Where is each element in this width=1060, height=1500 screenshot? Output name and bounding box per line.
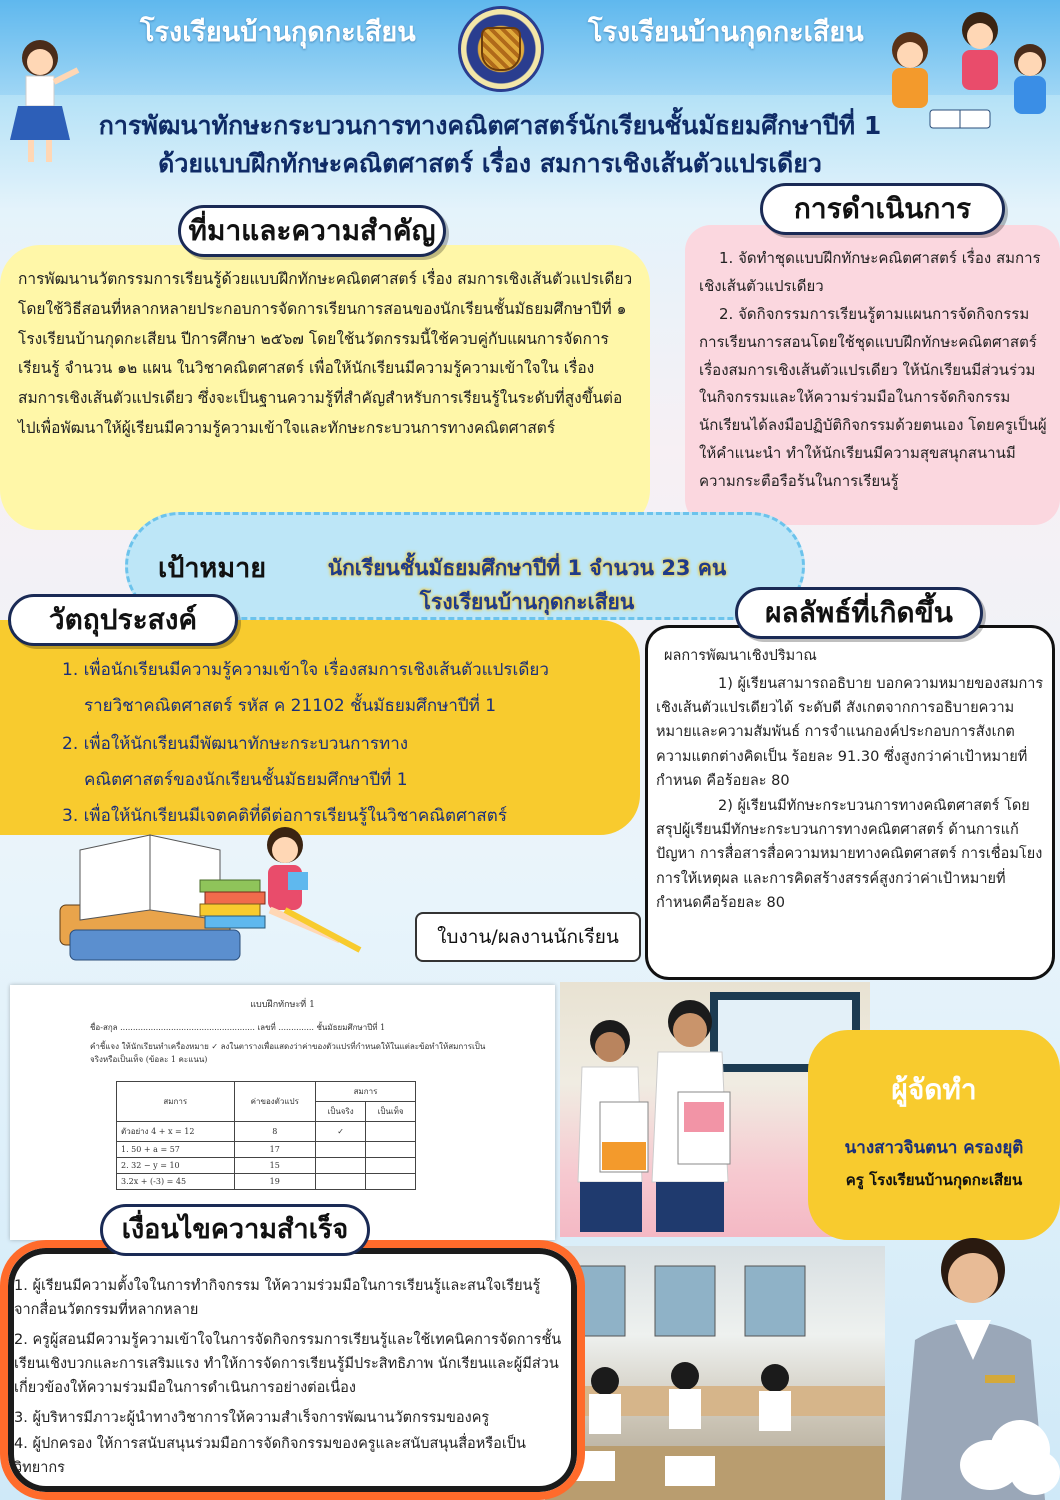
target-label: เป้าหมาย xyxy=(158,553,267,584)
ws-cell-empty xyxy=(366,1174,416,1190)
worksheet-name-line: ชื่อ-สกุล ..................................................... เลขที่ .............. ชั้นมัธยมศึกษาปีที่ 1 xyxy=(90,1023,386,1032)
reading-girl-illustration xyxy=(40,810,400,970)
ws-cell-mark: ✓ xyxy=(316,1122,366,1142)
ws-cell-eq: ตัวอย่าง 4 + x = 12 xyxy=(117,1122,235,1142)
condition-2: 2. ครูผู้สอนมีความรู้ความเข้าใจในการจัดกิจกรรมการเรียนรู้และใช้เทคนิคการจัดการชั้นเรียนเชิงบวกและการเสริมแรง ทำให้การจัดการเรียนรู้มีประสิทธิภาพ นักเรียนและผู้มีส่วนเกี่ยวข้องให้ความร่วมมือในการดำเนินการอย่างต่อเนื่อง xyxy=(14,1332,562,1397)
objective-2a: 2. เพื่อให้นักเรียนมีพัฒนาทักษะกระบวนการทาง xyxy=(62,734,409,754)
school-name-right: โรงเรียนบ้านกุดกะเสียน xyxy=(588,17,864,48)
table-row xyxy=(117,1122,416,1142)
main-title-line2: ด้วยแบบฝึกทักษะคณิตศาสตร์ เรื่อง สมการเชิงเส้นตัวแปรเดียว xyxy=(158,149,822,178)
procedure-panel xyxy=(685,225,1060,525)
cloud-decoration xyxy=(950,1410,1060,1500)
condition-1: 1. ผู้เรียนมีความตั้งใจในการทำกิจกรรม ให้ความร่วมมือในการเรียนรู้และสนใจเรียนรู้จากสื่อนวัตกรรมที่หลากหลาย xyxy=(14,1278,541,1319)
objectives-heading: วัตถุประสงค์ xyxy=(8,594,238,646)
objective-1a: 1. เพื่อนักเรียนมีความรู้ความเข้าใจ เรื่องสมการเชิงเส้นตัวแปรเดียว xyxy=(62,660,549,680)
procedure-item-1: 1. จัดทำชุดแบบฝึกทักษะคณิตศาสตร์ เรื่อง สมการเชิงเส้นตัวแปรเดียว xyxy=(699,249,1041,295)
ws-cell-eq: 2. 32 − y = 10 xyxy=(117,1158,235,1174)
objective-2b: คณิตศาสตร์ของนักเรียนชั้นมัธยมศึกษาปีที่ 1 xyxy=(84,770,408,790)
worksheet-table xyxy=(116,1081,416,1190)
ws-cell-val: 19 xyxy=(234,1174,316,1190)
ws-cell-mark xyxy=(316,1174,366,1190)
ws-cell-mark xyxy=(316,1158,366,1174)
target-line2: โรงเรียนบ้านกุดกะเสียน xyxy=(419,590,635,614)
ws-col-false: เป็นเท็จ xyxy=(366,1102,416,1122)
results-panel xyxy=(645,625,1055,980)
background-panel xyxy=(0,245,650,530)
ws-col-value: ค่าของตัวแปร xyxy=(234,1082,316,1122)
ws-cell-eq: 3.2x + (-3) = 45 xyxy=(117,1174,235,1190)
school-name-left: โรงเรียนบ้านกุดกะเสียน xyxy=(140,17,416,48)
background-heading: ที่มาและความสำคัญ xyxy=(178,205,446,257)
conditions-panel xyxy=(0,1240,585,1500)
table-row xyxy=(117,1158,416,1174)
ws-cell-val: 8 xyxy=(234,1122,316,1142)
ws-col-equation: สมการ xyxy=(117,1082,235,1122)
classroom-photo xyxy=(545,1246,885,1500)
ws-col-true: เป็นจริง xyxy=(316,1102,366,1122)
maker-name: นางสาวจินตนา ครองยุติ xyxy=(844,1138,1024,1158)
table-row xyxy=(117,1174,416,1190)
condition-4: 4. ผู้ปกครอง ให้การสนับสนุนร่วมมือการจัดกิจกรรมของครูและสนับสนุนสื่อหรือเป็นวิทยากร xyxy=(14,1436,526,1477)
basket-icon xyxy=(481,27,521,71)
worksheet-title: แบบฝึกทักษะที่ 1 xyxy=(250,1000,315,1010)
main-title-line1: การพัฒนาทักษะกระบวนการทางคณิตศาสตร์นักเรียนชั้นมัธยมศึกษาปีที่ 1 xyxy=(98,111,882,140)
ws-cell-empty xyxy=(366,1158,416,1174)
maker-role: ครู โรงเรียนบ้านกุดกะเสียน xyxy=(845,1171,1023,1189)
background-text: การพัฒนานวัตกรรมการเรียนรู้ด้วยแบบฝึกทักษะคณิตศาสตร์ เรื่อง สมการเชิงเส้นตัวแปรเดียว โดยใช้วิธีสอนที่หลากหลายประกอบการจัดการเรียนการสอนของนักเรียนชั้นมัธยมศึกษาปีที่ ๑ โรงเรียนบ้านกุดกะเสียน ปีการศึกษา ๒๕๖๗ โดยใช้นวัตกรรมนี้ใช้ควบคู่กับแผนการจัดการเรียนรู้ จำนวน ๑๒ แผน ในวิชาคณิตศาสตร์ เพื่อให้นักเรียนมีความรู้ความเข้าใจใน เรื่อง สมการเชิงเส้นตัวแปรเดียว ซึ่งจะเป็นฐานความรู้ที่สำคัญสำหรับการเรียนรู้ในระดับที่สูงขึ้นต่อไปเพื่อพัฒนาให้ผู้เรียนมีความรู้ความเข้าใจและทักษะกระบวนการทางคณิตศาสตร์ xyxy=(18,270,633,437)
worksheet-image xyxy=(10,985,555,1240)
target-line1: นักเรียนชั้นมัธยมศึกษาปีที่ 1 จำนวน 23 คน xyxy=(327,556,727,580)
ws-cell-val: 17 xyxy=(234,1142,316,1158)
worksheet-instruction: คำชี้แจง ให้นักเรียนทำเครื่องหมาย ✓ ลงในตารางเพื่อแสดงว่าค่าของตัวแปรที่กำหนดให้ในแต่ละข้อทำให้สมการเป็นจริงหรือเป็นเท็จ (ข้อละ 1 คะแนน) xyxy=(90,1042,486,1064)
ws-cell-mark xyxy=(316,1142,366,1158)
condition-3: 3. ผู้บริหารมีภาวะผู้นำทางวิชาการให้ความสำเร็จการพัฒนานวัตกรรมของครู xyxy=(14,1410,490,1426)
results-subheading: ผลการพัฒนาเชิงปริมาณ xyxy=(664,648,817,664)
maker-heading: ผู้จัดทำ xyxy=(891,1073,977,1106)
ws-cell-empty xyxy=(366,1122,416,1142)
ws-cell-empty xyxy=(366,1142,416,1158)
objective-1b: รายวิชาคณิตศาสตร์ รหัส ค 21102 ชั้นมัธยมศึกษาปีที่ 1 xyxy=(84,696,497,716)
procedure-item-2: 2. จัดกิจกรรมการเรียนรู้ตามแผนการจัดกิจกรรมการเรียนการสอนโดยใช้ชุดแบบฝึกทักษะคณิตศาสตร์ เรื่องสมการเชิงเส้นตัวแปรเดียว ให้นักเรียนมีส่วนร่วมในกิจกรรมและให้ความร่วมมือในการจัดกิจกรรม นักเรียนได้ลงมือปฏิบัติกิจกรรมด้วยตนเอง โดยครูเป็นผู้ให้คำแนะนำ ทำให้นักเรียนมีความสุขสนุกสนานมีความกระตือรือร้นในการเรียนรู้ xyxy=(699,305,1047,490)
table-row xyxy=(117,1142,416,1158)
objectives-panel xyxy=(0,620,640,835)
results-item-2: 2) ผู้เรียนมีทักษะกระบวนการทางคณิตศาสตร์ โดยสรุปผู้เรียนมีทักษะกระบวนการทางคณิตศาสตร์ ด้านการแก้ปัญหา การสื่อสารสื่อความหมายทางคณิตศาสตร์ การเชื่อมโยง การให้เหตุผล และการคิดสร้างสรรค์สูงกว่าค่าเป้าหมายที่กำหนดคือร้อยละ 80 xyxy=(656,798,1043,911)
procedure-heading: การดำเนินการ xyxy=(760,183,1005,235)
results-item-1: 1) ผู้เรียนสามารถอธิบาย บอกความหมายของสมการเชิงเส้นตัวแปรเดียวได้ ระดับดี สังเกตจากการอธิบายความหมายและความสัมพันธ์ การจำแนกองค์ประกอบการสังเกตความแตกต่างคิดเป็น ร้อยละ 91.30 ซึ่งสูงกว่าค่าเป้าหมายที่กำหนด คือร้อยละ 80 xyxy=(656,676,1044,789)
conditions-heading: เงื่อนไขความสำเร็จ xyxy=(100,1204,370,1256)
maker-panel xyxy=(808,1030,1060,1240)
worksheet-label: ใบงาน/ผลงานนักเรียน xyxy=(415,912,641,962)
ws-col-eq-group: สมการ xyxy=(316,1082,416,1102)
objective-3: 3. เพื่อให้นักเรียนมีเจตคติที่ดีต่อการเรียนรู้ในวิชาคณิตศาสตร์ xyxy=(62,806,507,826)
school-logo xyxy=(458,6,544,92)
results-heading: ผลลัพธ์ที่เกิดขึ้น xyxy=(735,587,983,639)
ws-cell-eq: 1. 50 + a = 57 xyxy=(117,1142,235,1158)
ws-cell-val: 15 xyxy=(234,1158,316,1174)
